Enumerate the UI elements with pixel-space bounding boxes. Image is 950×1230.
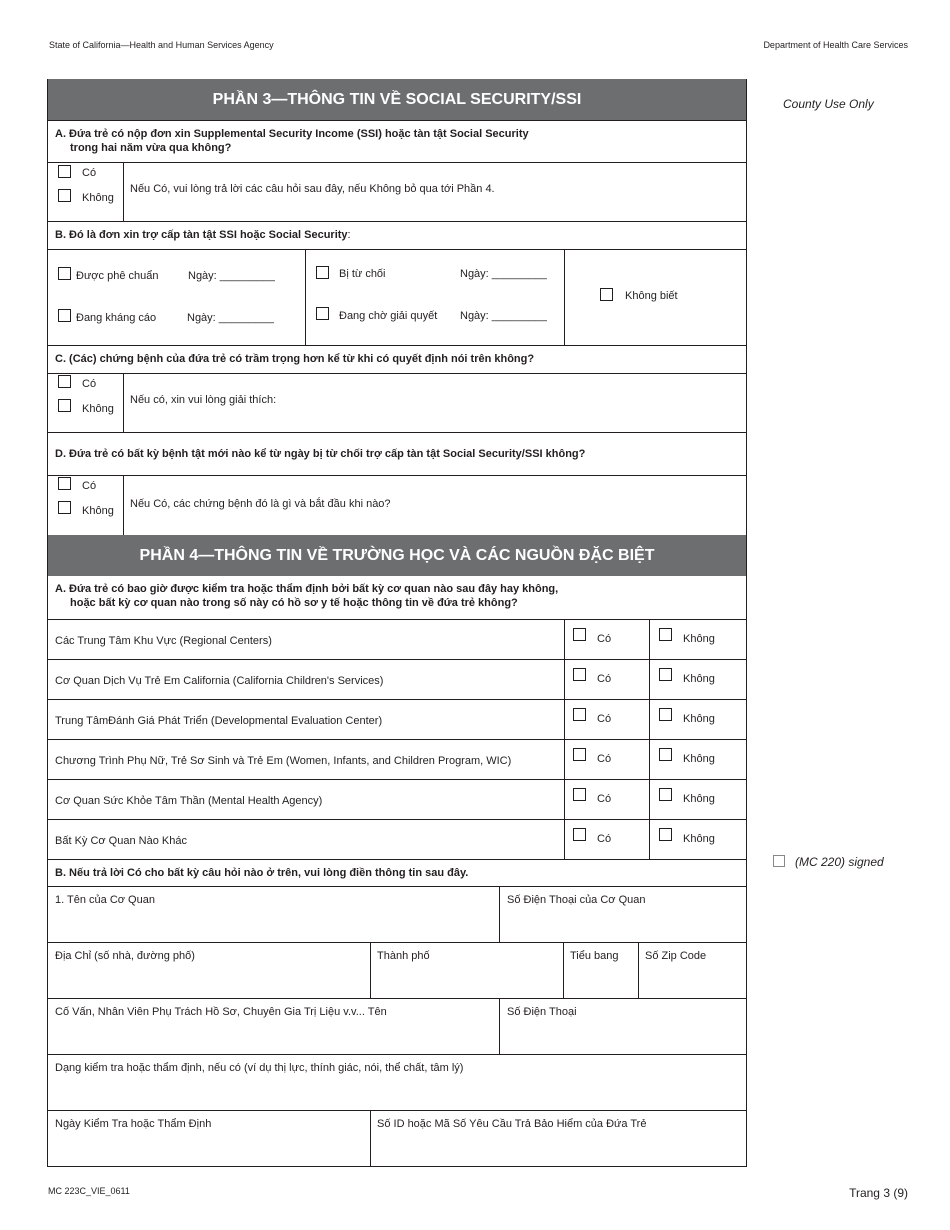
agency-no-cell [649, 740, 746, 779]
agency-row [48, 739, 746, 779]
appealing-date-field[interactable]: Ngày: _________ [187, 312, 274, 324]
denied-checkbox[interactable] [316, 266, 329, 279]
agency-no-label: Không [683, 753, 715, 765]
agency-phone-label: Số Điện Thoại của Cơ Quan [507, 894, 646, 906]
agency-no-checkbox[interactable] [659, 668, 672, 681]
agency-row [48, 659, 746, 699]
denied-pending-cell [305, 250, 564, 345]
agency-yes-cell [564, 780, 649, 819]
exam-date-label: Ngày Kiểm Tra hoặc Thẩm Định [55, 1118, 212, 1130]
agency-yes-cell [564, 700, 649, 739]
agency-no-label: Không [683, 793, 715, 805]
agency-no-label: Không [683, 633, 715, 645]
city-label: Thành phố [377, 950, 430, 962]
agency-no-cell [649, 660, 746, 699]
exam-type-label: Dạng kiểm tra hoặc thẩm định, nếu có (ví dụ thị lực, thính giác, nói, thể chất, tâm lý) [55, 1062, 464, 1074]
denied-date-field[interactable]: Ngày: _________ [460, 268, 547, 280]
child-id-field[interactable] [370, 1111, 746, 1166]
agency-table [48, 619, 746, 859]
agency-name: Bất Kỳ Cơ Quan Nào Khác [55, 835, 187, 847]
agency-yes-cell [564, 660, 649, 699]
unknown-cell [564, 250, 746, 345]
qd-yes-checkbox[interactable] [58, 477, 71, 490]
part4-question-a [48, 576, 746, 619]
pending-date-field[interactable]: Ngày: _________ [460, 310, 547, 322]
advisor-phone-label: Số Điện Thoại [507, 1006, 577, 1018]
agency-name: Cơ Quan Dịch Vụ Trẻ Em California (California Children's Services) [55, 675, 384, 687]
agency-no-checkbox[interactable] [659, 788, 672, 801]
agency-yes-checkbox[interactable] [573, 708, 586, 721]
agency-yes-checkbox[interactable] [573, 668, 586, 681]
page-number: Trang 3 (9) [849, 1186, 908, 1200]
agency-header: State of California—Health and Human Services Agency [49, 40, 274, 50]
approved-checkbox[interactable] [58, 267, 71, 280]
agency-no-checkbox[interactable] [659, 708, 672, 721]
agency-row [48, 699, 746, 739]
part3-qa-line1: A. Đứa trẻ có nộp đơn xin Supplemental Security Income (SSI) hoặc tàn tật Social Security [55, 128, 529, 140]
zip-field[interactable] [638, 943, 746, 998]
agency-no-label: Không [683, 833, 715, 845]
part3-question-a [48, 120, 746, 162]
part4-qa-line1: A. Đứa trẻ có bao giờ được kiểm tra hoặc thẩm định bởi bất kỳ cơ quan nào sau đây hay không, [55, 583, 559, 595]
part4-title: PHẦN 4—THÔNG TIN VỀ TRƯỜNG HỌC VÀ CÁC NGUỒN ĐẶC BIỆT [48, 535, 746, 576]
qa-no-label: Không [82, 192, 114, 204]
agency-no-cell [649, 700, 746, 739]
agency-no-label: Không [683, 673, 715, 685]
exam-date-field[interactable] [48, 1111, 370, 1166]
qa-yes-label: Có [82, 167, 97, 179]
field-row-agency [48, 886, 746, 942]
qa-yes-checkbox[interactable] [58, 165, 71, 178]
address-field[interactable] [48, 943, 370, 998]
agency-phone-field[interactable] [499, 887, 746, 942]
qd-note-cell[interactable] [123, 476, 746, 535]
agency-no-cell [649, 780, 746, 819]
qc-yes-label: Có [82, 378, 97, 390]
advisor-label: Cố Vấn, Nhân Viên Phụ Trách Hồ Sơ, Chuyên Gia Trị Liệu v.v... Tên [55, 1006, 387, 1018]
qc-yes-checkbox[interactable] [58, 375, 71, 388]
field-row-address [48, 942, 746, 998]
agency-no-checkbox[interactable] [659, 748, 672, 761]
agency-yes-label: Có [597, 833, 612, 845]
qc-no-checkbox[interactable] [58, 399, 71, 412]
agency-no-checkbox[interactable] [659, 828, 672, 841]
advisor-phone-field[interactable] [499, 999, 746, 1054]
part3-answer-b [48, 249, 746, 345]
form-body [47, 79, 747, 1167]
agency-yes-label: Có [597, 633, 612, 645]
qa-note-cell [123, 163, 746, 221]
qc-no-label: Không [82, 403, 114, 415]
department-header: Department of Health Care Services [763, 40, 908, 50]
state-label: Tiểu bang [570, 950, 619, 962]
agency-name-field[interactable] [48, 887, 499, 942]
agency-no-cell [649, 620, 746, 659]
qa-no-checkbox[interactable] [58, 189, 71, 202]
agency-yes-label: Có [597, 793, 612, 805]
part3-qb-text: B. Đó là đơn xin trợ cấp tàn tật SSI hoặc Social Security [55, 229, 348, 241]
part3-qa-line2: trong hai năm vừa qua không? [70, 142, 232, 154]
agency-yes-cell [564, 740, 649, 779]
agency-yes-label: Có [597, 673, 612, 685]
agency-row [48, 779, 746, 819]
address-label: Địa Chỉ (số nhà, đường phố) [55, 950, 195, 962]
field-row-advisor [48, 998, 746, 1054]
agency-yes-label: Có [597, 713, 612, 725]
part3-answer-d [48, 475, 746, 535]
part3-qb-colon: : [347, 229, 351, 241]
state-field[interactable] [563, 943, 638, 998]
denied-label: Bị từ chối [339, 268, 386, 280]
agency-name: Cơ Quan Sức Khỏe Tâm Thần (Mental Health Agency) [55, 795, 323, 807]
field-row-exam [48, 1110, 746, 1166]
mc220-label: (MC 220) signed [795, 855, 884, 869]
part3-title: PHẦN 3—THÔNG TIN VỀ SOCIAL SECURITY/SSI [48, 79, 746, 120]
city-field[interactable] [370, 943, 563, 998]
part3-answer-a [48, 162, 746, 221]
qc-note-cell[interactable] [123, 374, 746, 432]
qd-no-checkbox[interactable] [58, 501, 71, 514]
qc-note: Nếu có, xin vui lòng giải thích: [130, 394, 277, 406]
agency-row [48, 619, 746, 659]
agency-yes-checkbox[interactable] [573, 828, 586, 841]
agency-name: Chương Trình Phụ Nữ, Trẻ Sơ Sinh và Trẻ Em (Women, Infants, and Children Program, WIC) [55, 755, 512, 767]
agency-row [48, 819, 746, 859]
agency-no-cell [649, 820, 746, 859]
zip-label: Số Zip Code [645, 950, 707, 962]
pending-checkbox[interactable] [316, 307, 329, 320]
part3-answer-c [48, 373, 746, 432]
qd-note: Nếu Có, các chứng bệnh đó là gì và bắt đầu khi nào? [130, 498, 391, 510]
agency-yes-checkbox[interactable] [573, 628, 586, 641]
agency-name-label: 1. Tên của Cơ Quan [55, 894, 155, 906]
advisor-name-field[interactable] [48, 999, 499, 1054]
part4-question-b: B. Nếu trả lời Có cho bất kỳ câu hỏi nào ở trên, vui lòng điền thông tin sau đây. [48, 859, 746, 886]
appealing-label: Đang kháng cáo [76, 312, 157, 324]
unknown-checkbox[interactable] [600, 288, 613, 301]
approved-label: Được phê chuẩn [76, 270, 159, 282]
county-use-label: County Use Only [783, 97, 874, 111]
approved-date-field[interactable]: Ngày: _________ [188, 270, 275, 282]
qa-note: Nếu Có, vui lòng trả lời các câu hỏi sau đây, nếu Không bỏ qua tới Phần 4. [130, 183, 495, 195]
agency-no-checkbox[interactable] [659, 628, 672, 641]
qd-yes-label: Có [82, 480, 97, 492]
unknown-label: Không biết [625, 290, 678, 302]
mc220-checkbox[interactable] [773, 855, 785, 867]
part3-question-c: C. (Các) chứng bệnh của đứa trẻ có trầm trọng hơn kể từ khi có quyết định nói trên không? [48, 345, 746, 373]
agency-yes-label: Có [597, 753, 612, 765]
qd-no-label: Không [82, 505, 114, 517]
agency-yes-checkbox[interactable] [573, 788, 586, 801]
child-id-label: Số ID hoặc Mã Số Yêu Cầu Trả Bảo Hiểm của Đứa Trẻ [377, 1118, 647, 1130]
exam-type-field[interactable] [48, 1054, 746, 1110]
pending-label: Đang chờ giải quyết [339, 310, 438, 322]
part3-question-b [48, 221, 746, 249]
agency-yes-cell [564, 620, 649, 659]
agency-no-label: Không [683, 713, 715, 725]
part3-question-d: D. Đứa trẻ có bất kỳ bệnh tật mới nào kể từ ngày bị từ chối trợ cấp tàn tật Social Security/SSI không? [48, 432, 746, 475]
agency-name: Trung TâmĐánh Giá Phát Triển (Developmental Evaluation Center) [55, 715, 383, 727]
part4-qa-line2: hoặc bất kỳ cơ quan nào trong số này có hồ sơ y tế hoặc thông tin về đứa trẻ không? [70, 597, 518, 609]
agency-name: Các Trung Tâm Khu Vực (Regional Centers) [55, 635, 272, 647]
form-id: MC 223C_VIE_0611 [48, 1186, 130, 1196]
appealing-checkbox[interactable] [58, 309, 71, 322]
agency-yes-checkbox[interactable] [573, 748, 586, 761]
agency-yes-cell [564, 820, 649, 859]
